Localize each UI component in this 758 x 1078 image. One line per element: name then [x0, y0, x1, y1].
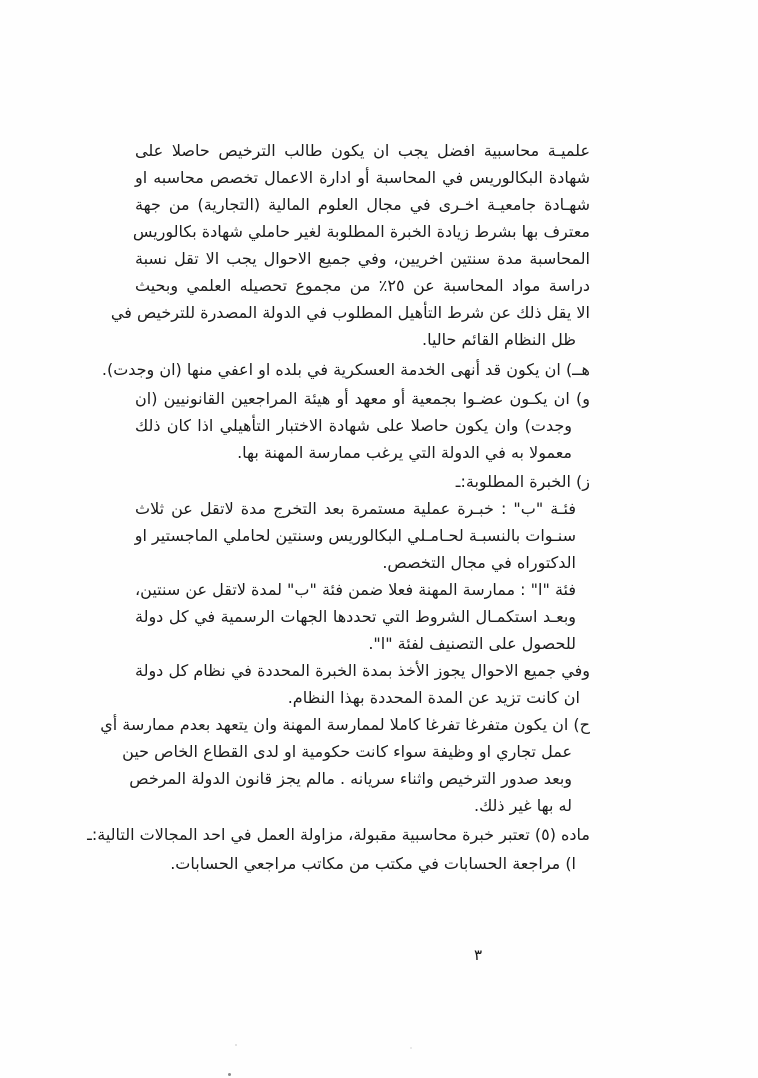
text-line: فئـة "ب" : خبـرة عملية مستمرة بعد التخرج مدة لاتقل عن ثلاث [135, 499, 576, 518]
clause-item-hha [100, 711, 590, 819]
all-cases-paragraph [135, 657, 590, 711]
clause-item-ha [101, 356, 590, 383]
page-number: ٣ [473, 946, 482, 964]
scan-speck [228, 1073, 231, 1076]
text-line: ز) الخبرة المطلوبة:ـ [455, 472, 590, 491]
text-line: معترف بها بشرط زيادة الخبرة المطلوبة لغير حاملي شهادة بكالوريس [132, 222, 590, 241]
text-line: شهادة البكالوريس في المحاسبة أو ادارة الاعمال تخصص محاسبه او [135, 168, 590, 187]
document-text-block [87, 137, 591, 877]
category-a-paragraph [135, 576, 576, 657]
text-line: و) ان يكـون عضـوا بجمعية أو معهد أو هيئة المراجعين القانونيين (ان [135, 389, 590, 408]
clause-item-waw [135, 385, 590, 466]
text-line: ظل النظام القائم حاليا. [422, 330, 576, 349]
clause-item-alef [135, 850, 576, 877]
text-line: ان كانت تزيد عن المدة المحددة بهذا النظام. [287, 688, 580, 707]
text-line: عمل تجاري او وظيفة سواء كانت حكومية او لدى القطاع الخاص حين [122, 742, 572, 761]
text-line: علميـة محاسبية افضل يجب ان يكون طالب الترخيص حاصلا على [135, 141, 590, 160]
text-line: معمولا به في الدولة التي يرغب ممارسة المهنة بها. [237, 443, 572, 462]
text-line: وجدت) وان يكون حاصلا على شهادة الاختبار التأهيلي اذا كان ذلك [135, 416, 572, 435]
text-line: المحاسبة مدة سنتين اخريين، وفي جميع الاحوال يجب الا تقل نسبة [135, 249, 590, 268]
scan-speck [235, 1044, 237, 1046]
text-line: ا) مراجعة الحسابات في مكتب من مكاتب مراجعي الحسابات. [170, 854, 576, 873]
text-line: دراسة مواد المحاسبة عن ٢٥٪ من مجموع تحصيله العلمي وبحيث [135, 276, 591, 295]
clause-item-zay [135, 468, 590, 495]
text-line: ماده (٥) تعتبر خبرة محاسبية مقبولة، مزاولة العمل في احد المجالات التالية:ـ [87, 825, 590, 844]
text-line: شهـادة جامعيـة اخـرى في مجال العلوم المالية (التجارية) من جهة [135, 195, 590, 214]
text-line: للحصول على التصنيف لفئة "ا". [368, 634, 576, 653]
scan-speck [410, 1047, 412, 1049]
text-line: له بها غير ذلك. [473, 796, 572, 815]
text-line: ح) ان يكون متفرغا تفرغا كاملا لممارسة المهنة وان يتعهد بعدم ممارسة أي [100, 715, 590, 734]
text-line: الا يقل ذلك عن شرط التأهيل المطلوب في الدولة المصدرة للترخيص في [110, 303, 590, 322]
text-line: وبعد صدور الترخيص واثناء سريانه . مالم يجز قانون الدولة المرخص [129, 769, 572, 788]
text-line: فئة "ا" : ممارسة المهنة فعلا ضمن فئة "ب" لمدة لاتقل عن سنتين، [135, 580, 576, 599]
article-5-heading [87, 821, 590, 848]
paragraph-continuation [110, 137, 591, 353]
text-line: وفي جميع الاحوال يجوز الأخذ بمدة الخبرة المحددة في نظام كل دولة [135, 661, 590, 680]
text-line: وبعـد استكمـال الشروط التي تحددها الجهات الرسمية في كل دولة [135, 607, 576, 626]
text-line: الدكتوراه في مجال التخصص. [382, 553, 576, 572]
text-line: هــ) ان يكون قد أنهى الخدمة العسكرية في بلده او اعفي منها (ان وجدت). [101, 360, 590, 379]
category-b-paragraph [135, 495, 576, 576]
text-line: سنـوات بالنسبـة لحـامـلي البكالوريس وسنتين لحاملي الماجستير او [134, 526, 576, 545]
